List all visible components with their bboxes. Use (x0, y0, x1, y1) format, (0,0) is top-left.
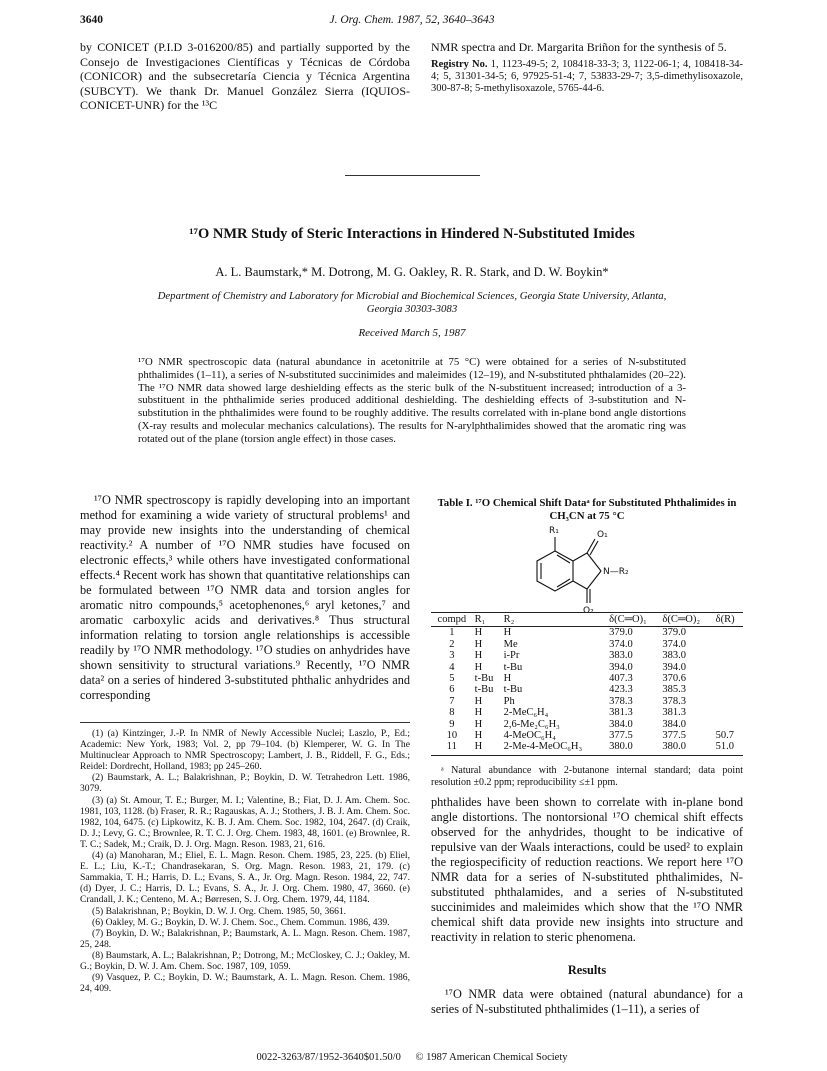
table-row (431, 650, 743, 661)
table-cell: 3 (449, 650, 455, 662)
table-cell: 5 (449, 673, 455, 685)
table-row (431, 684, 743, 695)
table-cell: 385.3 (662, 684, 686, 696)
table-caption-text: ¹⁷O Chemical Shift Dataᵃ for Substituted Phthalimides in CH₃CN at 75 °C (472, 497, 737, 522)
footnote: (7) Boykin, D. W.; Balakrishnan, P.; Baumstark, A. L. Magn. Reson. Chem. 1987, 25, 248. (80, 927, 410, 950)
table-cell: 370.6 (662, 673, 686, 685)
received-date: Received March 5, 1987 (358, 327, 466, 339)
table-cell: 8 (449, 707, 455, 719)
column-header: compd (431, 613, 473, 627)
table-cell: 381.3 (662, 707, 686, 719)
table-cell: 407.3 (609, 673, 633, 685)
table-row (431, 719, 743, 730)
table-cell: 378.3 (662, 695, 686, 707)
registry-label: Registry No. (431, 58, 488, 70)
table-cell: 377.5 (662, 730, 686, 742)
table-row (431, 696, 743, 707)
table-cell: 374.0 (609, 638, 633, 650)
article-code: 0022-3263/87/1952-3640$01.50/0 (256, 1052, 401, 1063)
table-cell (714, 673, 743, 684)
table-cell: 50.7 (715, 730, 734, 742)
table-cell: 9 (449, 718, 455, 730)
table-cell: 4 (449, 661, 455, 673)
footnote: (8) Baumstark, A. L.; Balakrishnan, P.; Dotrong, M.; McCloskey, C. J.; Oakley, M. G.; Boykin, D. W. J. Am. Chem. Soc. 1987, 109, 1059. (80, 949, 410, 972)
table-cell: 384.0 (609, 718, 633, 730)
table-cell: 380.0 (660, 741, 713, 755)
footnote: (9) Vasquez, P. C.; Boykin, D. W.; Baumstark, A. L. Magn. Reson. Chem. 1986, 24, 409. (80, 972, 410, 995)
article-title: ¹⁷O NMR Study of Steric Interactions in Hindered N-Substituted Imides (189, 226, 635, 242)
table-cell: 377.5 (609, 730, 633, 742)
introduction-text: ¹⁷O NMR spectroscopy is rapidly developing into an important method for examining a wide variety of structural problems¹ and may provide new insights into the understanding of chemical reactivity.² A number of ¹⁷O NMR studies have focused on electronic effects,³ while others have investigated conformational effects.⁴ Recent work has shown that quantitative relationships can be formulated between ¹⁷O NMR data and torsion angles for aromatic nitro compounds,⁵ acetophenones,⁶ aryl ketones,⁷ and aromatic carboxylic acids and derivatives.⁸ Thus structural information relating to torsion angle relationships is accessible readily by ¹⁷O NMR methodology. ¹⁷O studies on anhydrides have shown sensitivity to structural variations.⁹ Recently, ¹⁷O NMR data² on a series of hindered 3-substituted phthalic anhydrides and corresponding (80, 493, 410, 702)
footnotes (80, 728, 410, 994)
table-cell: Ph (503, 695, 515, 707)
article-affiliation: Department of Chemistry and Laboratory for Microbial and Biochemical Sciences, Georgia State University, Atlanta, Georgia 30303-3083 (157, 290, 667, 315)
table-cell (714, 650, 743, 661)
table-cell: H (503, 627, 512, 639)
table-caption (431, 497, 743, 522)
results-heading: Results (567, 963, 607, 977)
table-cell: 394.0 (609, 661, 633, 673)
table-cell: H (474, 650, 483, 662)
column-header: δ(R) (714, 613, 743, 627)
table-cell: H (474, 627, 483, 639)
table-row (431, 707, 743, 718)
table-header-row (431, 613, 743, 627)
footnote: (6) Oakley, M. G.; Boykin, D. W. J. Chem. Soc., Chem. Commun. 1986, 439. (92, 916, 390, 928)
footnote: (1) (a) Kintzinger, J.-P. In NMR of Newly Accessible Nuclei; Laszlo, P., Ed.; Academic: New York, 1983; Vol. 2, pp 79–104. (b) Klemperer, W. G. In The Multinuclear Approach to NMR Spectroscopy; Lambert, J. B., Riddell, F. G., Eds.; Reidel: Dordrecht, Holland, 1983; pp 245–260. (80, 728, 410, 773)
acknowledgment-left: by CONICET (P.I.D 3-016200/85) and partially supported by the Consejo de Investigaciones Científicas y Técnicas de Córdoba (CONICOR) and the subsecretaría Ciencia y Técnica Argentina (SUBCYT). We thank Dr. Manuel González Sierra (IQUIOS-CONICET-UNR) for the ¹³C (80, 40, 410, 113)
table-row (431, 639, 743, 650)
table-row (431, 662, 743, 673)
article-abstract: ¹⁷O NMR spectroscopic data (natural abundance in acetonitrile at 75 °C) were obtained for a series of N-substituted phthalimides (1–11), a series of N-substituted succinimides and maleimides (12–19), and N-substituted phthalamides (20–22). The ¹⁷O NMR data showed large deshielding effects as the steric bulk of the N-substituent increased; introduction of a 3-substituent in the phthalimide series produced additional deshielding. The deshielding effects of 3-substitution and N-substitution in the phthalimides were found to be roughly additive. The results correlated with in-plane bond angle distortions (X-ray results and molecular mechanics calculations). The results for N-arylphthalimides showed that the aromatic ring was rotated out of the plane (torsion angle effect) in those cases. (138, 356, 686, 445)
article-authors: A. L. Baumstark,* M. Dotrong, M. G. Oakley, R. R. Stark, and D. W. Boykin* (215, 265, 609, 279)
phthalimide-structure (515, 523, 655, 615)
table-cell (714, 662, 743, 673)
table-cell: H (474, 718, 483, 730)
table-cell: H (473, 741, 502, 755)
column-header: R₁ (473, 613, 502, 627)
table-cell: 2-MeC₆H₄ (503, 707, 549, 719)
table-cell: 380.0 (607, 741, 660, 755)
table-cell: H (474, 638, 483, 650)
column-header: R₂ (502, 613, 607, 627)
table-cell: 2 (449, 638, 455, 650)
registry-numbers (431, 59, 743, 96)
copyright-notice: © 1987 American Chemical Society (415, 1052, 568, 1063)
chemical-shift-table (431, 612, 743, 756)
table-row (431, 730, 743, 741)
results-text: ¹⁷O NMR data were obtained (natural abundance) for a series of N-substituted phthalimides (1–11), a series of (431, 987, 743, 1016)
table-cell: 7 (449, 695, 455, 707)
table-cell: 374.0 (662, 638, 686, 650)
page-number: 3640 (80, 14, 103, 26)
page-footer (80, 1052, 744, 1063)
table-cell: H (474, 707, 483, 719)
column-header: δ(C═O)₂ (660, 613, 713, 627)
table-cell: t-Bu (474, 673, 494, 685)
table-cell (714, 684, 743, 695)
structure-label-r1: R₁ (549, 526, 559, 536)
footnote: (4) (a) Manoharan, M.; Eliel, E. L. Magn. Reson. Chem. 1985, 23, 225. (b) Eliel, E. L.; Liu, K.-T.; Chandrasekaran, S. Org. Magn. Reson. 1983, 21, 179. (c) Sammakia, T. H.; Harris, D. L.; Evans, S. A., Jr. Org. Magn. Reson. 1984, 22, 747. (d) Dyer, J. C.; Harris, D. L.; Evans, S. A., Jr. J. Org. Chem. 1980, 47, 3660. (e) Crandall, J. K.; Centeno, M. A.; Børresen, S. J. Org. Chem. 1979, 44, 1184. (80, 850, 410, 906)
table-cell: 2-Me-4-MeOC₆H₃ (502, 741, 607, 755)
table-cell: t-Bu (474, 684, 494, 696)
table-cell: 394.0 (662, 661, 686, 673)
table-cell (714, 719, 743, 730)
journal-reference: J. Org. Chem. 1987, 52, 3640–3643 (329, 14, 495, 26)
table-cell (714, 707, 743, 718)
registry-text: 1, 1123-49-5; 2, 108418-33-3; 3, 1122-06-1; 4, 108418-34-4; 5, 31301-34-5; 6, 97925-51-4; 7, 53833-29-7; 3,5-dimethylisoxazole, 300-87-8; 5-methylisoxazole, 5765-44-6. (431, 58, 743, 95)
table-row (431, 673, 743, 684)
table-cell: H (474, 730, 483, 742)
footnote: (5) Balakrishnan, P.; Boykin, D. W. J. Org. Chem. 1985, 50, 3661. (92, 905, 347, 917)
table-cell (714, 627, 743, 639)
table-cell: t-Bu (503, 661, 523, 673)
table-cell: Me (503, 638, 518, 650)
table-cell: 4-MeOC₆H₄ (503, 730, 556, 742)
table-label: Table I. (437, 497, 473, 509)
table-row (431, 741, 743, 755)
table-cell (714, 639, 743, 650)
table-cell: 383.0 (662, 650, 686, 662)
table-cell: 378.3 (609, 695, 633, 707)
body-text-right: phthalides have been shown to correlate with in-plane bond angle distortions. The nontorsional ¹⁷O chemical shift effects observed for the anhydrides, thought to be indicative of repulsive van der Waals interactions, could be used² to explain the regiospecificity of reduction reactions. We report here ¹⁷O NMR data for a series of N-substituted phthalimides, N-substituted phthalamides, and a series of N-substituted succinimides and maleimides which show that the ¹⁷O NMR chemical shift data provide new insights into structure and reactivity in relation to steric phenomena. (431, 795, 743, 944)
footnote: (2) Baumstark, A. L.; Balakrishnan, P.; Boykin, D. W. Tetrahedron Lett. 1986, 3079. (80, 772, 410, 795)
table-cell: H (503, 673, 512, 685)
table-cell: t-Bu (503, 684, 523, 696)
structure-label-o1: O₁ (597, 530, 608, 540)
table-cell: 6 (449, 684, 455, 696)
table-cell: 10 (446, 730, 458, 742)
table-footnote: ᵃ Natural abundance with 2-butanone internal standard; data point resolution ±0.2 ppm; reproducibility ≤±1 ppm. (431, 765, 743, 788)
footnote-divider (80, 722, 410, 723)
table-cell: i-Pr (503, 650, 520, 662)
column-header: δ(C═O)₁ (607, 613, 660, 627)
table-cell: 381.3 (609, 707, 633, 719)
acknowledgment-right (431, 40, 743, 96)
benzene-ring (537, 551, 573, 591)
page-header (80, 14, 744, 32)
table-cell: 51.0 (714, 741, 743, 755)
table-cell: 2,6-Me₂C₆H₃ (503, 718, 560, 730)
structure-label-o2: O₂ (583, 606, 594, 615)
table-cell: 384.0 (662, 718, 686, 730)
table-cell: H (474, 695, 483, 707)
table-cell: 11 (431, 741, 473, 755)
table-cell: 1 (449, 627, 455, 639)
structure-label-nr2: N—R₂ (603, 567, 629, 577)
acknowledgment-right-text: NMR spectra and Dr. Margarita Briñon for the synthesis of 5. (431, 40, 727, 54)
table-cell: 379.0 (609, 627, 633, 639)
section-divider (345, 175, 480, 176)
table-cell: 383.0 (609, 650, 633, 662)
table-row (431, 627, 743, 639)
table-cell: 423.3 (609, 684, 633, 696)
table-cell: 379.0 (662, 627, 686, 639)
table-cell: H (474, 661, 483, 673)
footnote: (3) (a) St. Amour, T. E.; Burger, M. I.; Valentine, B.; Fiat, D. J. Am. Chem. Soc. 1981, 103, 1128. (b) Fraser, R. R.; Ragauskas, A. J.; Stothers, J. B. J. Am. Chem. Soc. 1982, 104, 6475. (c) Lipkowitz, K. B. J. Am. Chem. Soc. 1982, 104, 2647. (d) Craik, D. J.; Levy, G. C.; Brownlee, R. T. C. J. Org. Chem. 1983, 48, 1601. (e) Brownlee, R. T. C.; Sadek, M.; Craik, D. J. Org. Magn. Reson. 1983, 21, 616. (80, 794, 410, 850)
table-cell (714, 696, 743, 707)
